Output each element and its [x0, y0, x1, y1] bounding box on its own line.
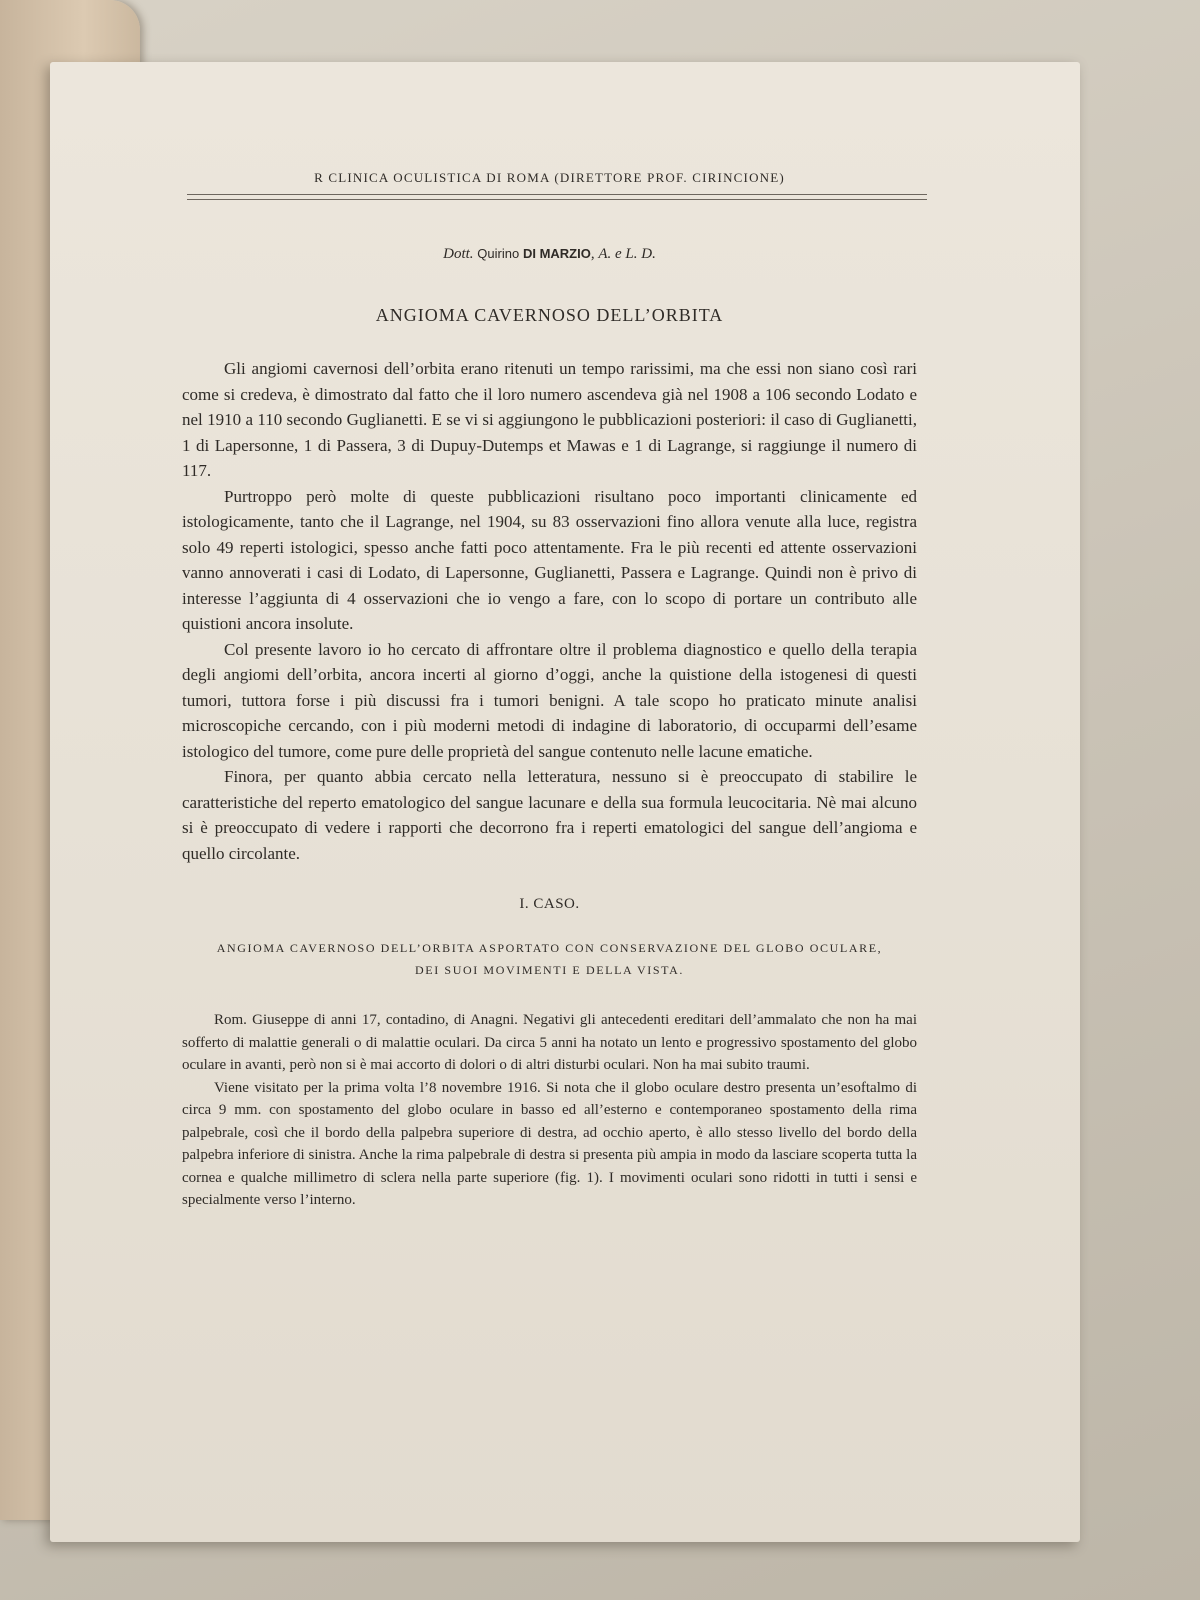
paragraph: Col presente lavoro io ho cercato di affrontare oltre il problema diagnostico e quello della terapia degli angiomi dell’orbita, ancora incerti al giorno d’oggi, anche la quistione della istogenesi di questi tumori, tuttora forse i più discussi fra i tumori benigni. A tale scopo ho praticato minute analisi microscopiche cercando, con i più moderni metodi di indagine di laboratorio, di occuparmi dell’esame istologico del tumore, come pure delle proprietà del sangue contenuto nelle lacune ematiche. [182, 639, 917, 761]
header-rule [187, 194, 927, 200]
author-line: Dott. Quirino DI MARZIO, A. e L. D. [443, 246, 656, 262]
paragraph: Gli angiomi cavernosi dell’orbita erano ritenuti un tempo rarissimi, ma che essi non siano così rari come si credeva, è dimostrato dal fatto che il loro numero ascendeva già nel 1908 a 106 secondo Lodato e nel 1910 a 110 secondo Guglianetti. E se vi si aggiungono le pubblicazioni posteriori: il caso di Guglianetti, 1 di Lapersonne, 1 di Passera, 3 di Dupuy-Dutemps et Mawas e 1 di Lagrange, si raggiunge il numero di 117. [182, 359, 917, 480]
author-last-name: DI MARZIO [522, 246, 591, 261]
case-body [182, 1009, 917, 1212]
page-content [182, 170, 917, 1212]
article-body [182, 356, 917, 866]
author-credentials: A. e L. D. [598, 246, 656, 262]
case-subtitle: ANGIOMA CAVERNOSO DELL’ORBITA ASPORTATO CON CONSERVAZIONE DEL GLOBO OCULARE, DEI SUOI MOVIMENTI E DELLA VISTA. [216, 941, 883, 977]
case-heading: I. CASO. [519, 896, 580, 912]
case-paragraph: Viene visitato per la prima volta l’8 novembre 1916. Si nota che il globo oculare destro presenta un’esoftalmo di circa 9 mm. con spostamento del globo oculare in basso ed all’esterno e contemporaneo spostamento della rima palpebrale, così che il bordo della palpebra superiore di destra, ad occhio aperto, è allo stesso livello del bordo della palpebra inferiore di sinistra. Anche la rima palpebrale di destra si presenta più ampia in modo da lasciare scoperta tutta la cornea e qualche millimetro di sclera nella parte superiore (fig. 1). I movimenti oculari sono ridotti in tutti i sensi e specialmente verso l’interno. [182, 1079, 917, 1208]
author-prefix: Dott. [443, 246, 474, 262]
author-first-name: Quirino [477, 246, 520, 261]
paragraph: Purtroppo però molte di queste pubblicazioni risultano poco importanti clinicamente ed istologicamente, tanto che il Lagrange, nel 1904, su 83 osservazioni fino allora venute alla luce, registra solo 49 reperti istologici, spesso anche fatti poco attentamente. Fra le più recenti ed attente osservazioni vanno annoverati i casi di Lodato, di Lapersonne, Guglianetti, Passera e Lagrange. Quindi non è privo di interesse l’aggiunta di 4 osservazioni che io vengo a fare, con lo scopo di portare un contributo alle quistioni ancora insolute. [182, 486, 917, 633]
case-paragraph: Rom. Giuseppe di anni 17, contadino, di Anagni. Negativi gli antecedenti ereditari dell’ammalato che non ha mai sofferto di malattie generali o di malattie oculari. Da circa 5 anni ha notato un lento e progressivo spostamento del globo oculare in avanti, però non si è mai accorto di dolori o di altri disturbi oculari. Non ha mai subito traumi. [182, 1012, 917, 1073]
paragraph: Finora, per quanto abbia cercato nella letteratura, nessuno si è preoccupato di stabilire le caratteristiche del reperto ematologico del sangue lacunare e della sua formula leucocitaria. Nè mai alcuno si è preoccupato di vedere i rapporti che decorrono fra i reperti ematologici del sangue dell’angioma e quello circolante. [182, 767, 917, 863]
running-head: R CLINICA OCULISTICA DI ROMA (DIRETTORE PROF. CIRINCIONE) [314, 170, 785, 185]
article-title: ANGIOMA CAVERNOSO DELL’ORBITA [375, 305, 724, 325]
